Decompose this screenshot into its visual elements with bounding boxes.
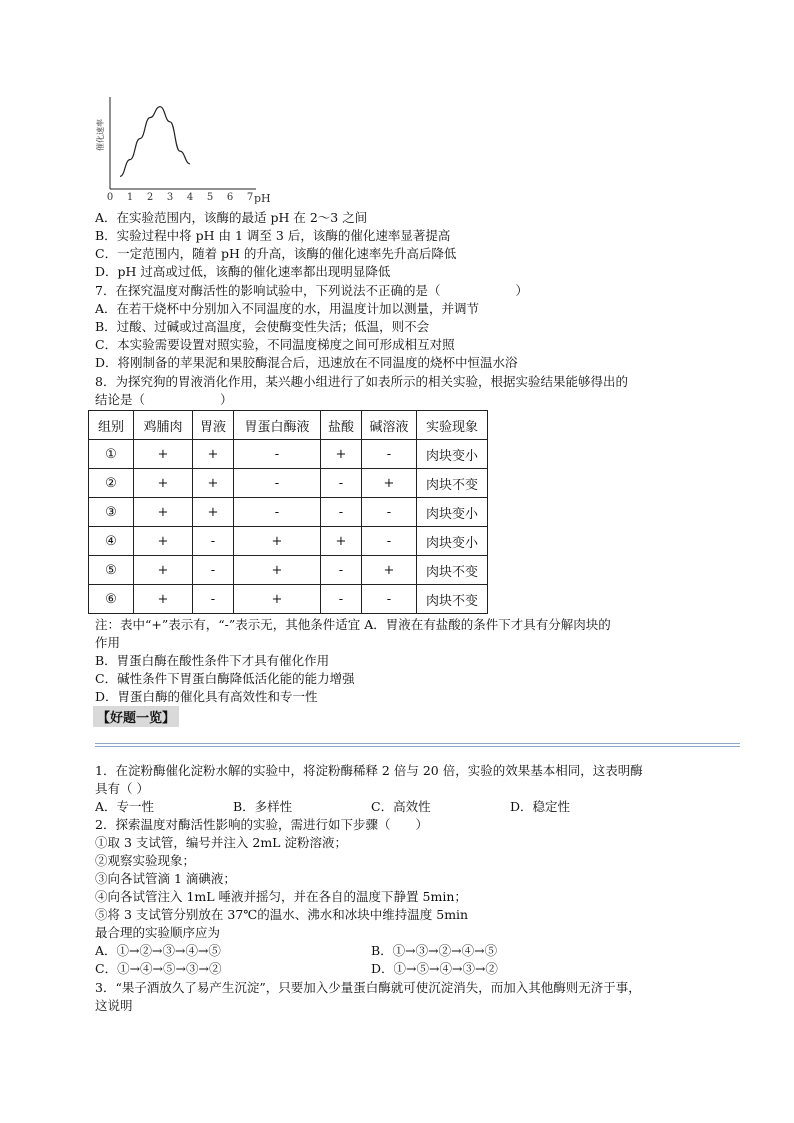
p3-stem-line1: 3．“果子酒放久了易产生沉淀”，只要加入少量蛋白酶就可使沉淀消失，而加入其他酶则无济于事，	[95, 980, 641, 995]
q8-stem-line1: 8．为探究狗的胃液消化作用，某兴趣小组进行了如表所示的相关实验，根据实验结果能够得出的	[95, 374, 628, 389]
table-cell: -	[362, 498, 417, 527]
q8-note-line1: 注：表中“+”表示有，“-”表示无，其他条件适宜 A．胃液在有盐酸的条件下才具有分解肉块的	[95, 617, 611, 632]
table-cell: 肉块变小	[417, 527, 488, 556]
table-cell: -	[321, 498, 362, 527]
q6-option-b: B．实验过程中将 pH 由 1 调至 3 后，该酶的催化速率显著提高	[95, 228, 451, 243]
divider-rule-top	[95, 743, 740, 744]
table-cell: +	[234, 556, 321, 585]
x-tick-label: 4	[186, 192, 194, 203]
table-cell: -	[321, 556, 362, 585]
table-cell: -	[193, 585, 234, 614]
p2-option-d: D．①→⑤→④→③→②	[371, 961, 498, 976]
table-cell: 肉块不变	[417, 556, 488, 585]
table-cell: +	[362, 469, 417, 498]
table-cell: +	[134, 585, 193, 614]
p2-option-c: C．①→④→⑤→③→②	[95, 961, 222, 976]
table-cell: -	[321, 585, 362, 614]
table-cell: +	[234, 527, 321, 556]
table-cell: ⑤	[89, 556, 134, 585]
table-cell: +	[234, 585, 321, 614]
table-cell: +	[134, 527, 193, 556]
p2-step-1: ①取 3 支试管，编号并注入 2mL 淀粉溶液；	[95, 835, 347, 850]
table-header-cell: 胃蛋白酶液	[234, 411, 321, 440]
x-tick-label: 5	[206, 192, 214, 203]
table-cell: +	[134, 556, 193, 585]
p2-step-2: ②观察实验现象；	[95, 853, 196, 868]
table-cell: ④	[89, 527, 134, 556]
table-cell: 肉块变小	[417, 498, 488, 527]
x-tick-label: 1	[126, 192, 134, 203]
p2-option-a: A．①→②→③→④→⑤	[95, 943, 221, 958]
series-line	[120, 107, 190, 177]
p2-stem: 2．探索温度对酶活性影响的实验，需进行如下步骤（ ）	[95, 817, 428, 832]
table-cell: -	[234, 469, 321, 498]
x-tick-label: 7	[246, 192, 254, 203]
p2-option-b: B．①→③→②→④→⑤	[371, 943, 498, 958]
y-axis-label: 催化速率	[96, 119, 105, 151]
table-cell: 肉块变小	[417, 440, 488, 469]
p1-option-d: D．稳定性	[510, 799, 571, 814]
table-cell: +	[362, 556, 417, 585]
table-row	[89, 527, 488, 556]
table-cell: -	[362, 440, 417, 469]
q7-option-c: C．本实验需要设置对照实验，不同温度梯度之间可形成相互对照	[95, 337, 455, 352]
table-row	[89, 469, 488, 498]
table-row	[89, 585, 488, 614]
q7-option-d: D．将刚制备的苹果泥和果胶酶混合后，迅速放在不同温度的烧杯中恒温水浴	[95, 355, 518, 370]
table-header-cell: 鸡脯肉	[134, 411, 193, 440]
q6-option-d: D．pH 过高或过低，该酶的催化速率都出现明显降低	[95, 264, 391, 279]
p2-lead: 最合理的实验顺序应为	[95, 925, 221, 940]
table-cell: +	[134, 440, 193, 469]
ph-rate-chart	[88, 92, 278, 204]
q8-stem-line2: 结论是（ ）	[95, 392, 233, 407]
table-header-cell: 组别	[89, 411, 134, 440]
table-cell: ①	[89, 440, 134, 469]
table-cell: ⑥	[89, 585, 134, 614]
p1-option-c: C．高效性	[371, 799, 431, 814]
table-cell: -	[193, 527, 234, 556]
table-cell: +	[193, 440, 234, 469]
table-cell: 肉块不变	[417, 585, 488, 614]
q8-option-b: B．胃蛋白酶在酸性条件下才具有催化作用	[95, 653, 330, 668]
table-header-cell: 碱溶液	[362, 411, 417, 440]
table-header-cell: 胃液	[193, 411, 234, 440]
q6-option-c: C．一定范围内，随着 pH 的升高，该酶的催化速率先升高后降低	[95, 246, 457, 261]
p2-step-3: ③向各试管滴 1 滴碘液；	[95, 871, 236, 886]
table-cell: +	[321, 440, 362, 469]
section-heading: 【好题一览】	[93, 706, 179, 727]
table-cell: -	[234, 498, 321, 527]
q7-stem: 7．在探究温度对酶活性的影响试验中，下列说法不正确的是（ ）	[95, 283, 528, 298]
table-cell: -	[362, 527, 417, 556]
table-header-cell: 盐酸	[321, 411, 362, 440]
table-header-cell: 实验现象	[417, 411, 488, 440]
table-cell: +	[321, 527, 362, 556]
table-row	[89, 498, 488, 527]
table-row	[89, 440, 488, 469]
table-row	[89, 556, 488, 585]
table-cell: -	[193, 556, 234, 585]
table-cell: +	[193, 469, 234, 498]
table-cell: -	[234, 440, 321, 469]
table-cell: ③	[89, 498, 134, 527]
q7-option-b: B．过酸、过碱或过高温度，会使酶变性失活；低温，则不会	[95, 319, 430, 334]
p1-option-b: B．多样性	[233, 799, 293, 814]
divider-rule-bottom	[95, 746, 740, 747]
p3-stem-line2: 这说明	[95, 998, 133, 1013]
table-cell: 肉块不变	[417, 469, 488, 498]
p1-option-a: A．专一性	[95, 799, 155, 814]
q8-note-line2: 作用	[95, 635, 121, 650]
table-header-row	[89, 411, 488, 440]
table-cell: ②	[89, 469, 134, 498]
x-tick-label: 6	[226, 192, 234, 203]
table-cell: +	[134, 469, 193, 498]
p2-step-4: ④向各试管注入 1mL 唾液并摇匀，并在各自的温度下静置 5min；	[95, 889, 467, 904]
p2-step-5: ⑤将 3 支试管分别放在 37℃的温水、沸水和冰块中维持温度 5min	[95, 907, 469, 922]
q8-option-d: D．胃蛋白酶的催化具有高效性和专一性	[95, 689, 318, 704]
p1-stem-line1: 1．在淀粉酶催化淀粉水解的实验中，将淀粉酶稀释 2 倍与 20 倍，实验的效果基本相同，这表明酶	[95, 763, 643, 778]
q7-option-a: A．在若干烧杯中分别加入不同温度的水，用温度计加以测量，并调节	[95, 301, 480, 316]
x-tick-label: 2	[146, 192, 154, 203]
table-cell: +	[193, 498, 234, 527]
table-cell: -	[321, 469, 362, 498]
q8-option-c: C．碱性条件下胃蛋白酶降低活化能的能力增强	[95, 671, 355, 686]
p1-stem-line2: 具有（ ）	[95, 781, 149, 796]
table-cell: -	[362, 585, 417, 614]
q6-option-a: A．在实验范围内，该酶的最适 pH 在 2～3 之间	[95, 210, 368, 225]
x-axis-label: pH	[254, 192, 271, 204]
x-tick-label: 3	[166, 192, 174, 203]
q8-experiment-table	[88, 410, 488, 614]
x-tick-label: 0	[106, 192, 114, 203]
table-cell: +	[134, 498, 193, 527]
